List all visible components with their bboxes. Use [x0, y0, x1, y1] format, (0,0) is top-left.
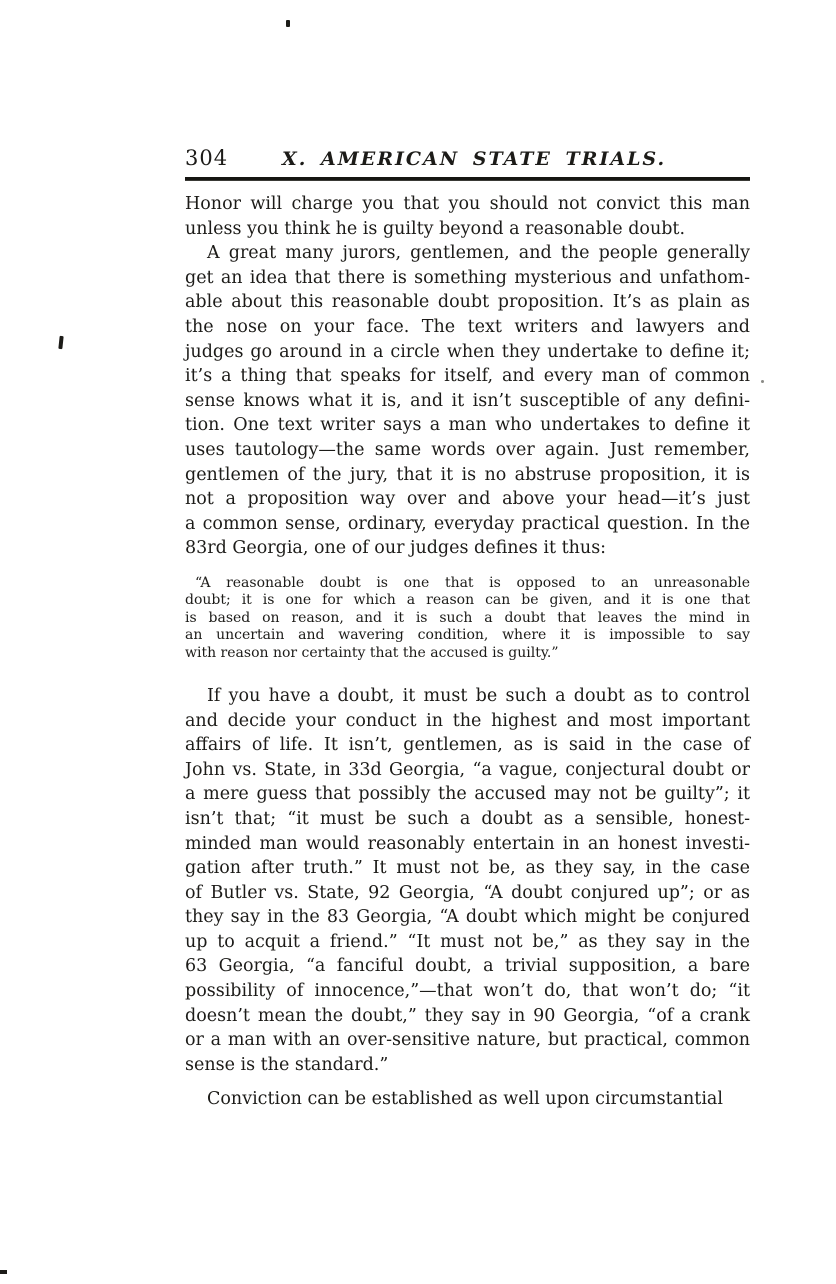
text-line: a common sense, ordinary, everyday practical question. In the: [185, 513, 750, 534]
text-line: of Butler vs. State, 92 Georgia, “A doubt conjured up”; or as: [185, 882, 750, 903]
text-line: with reason nor certainty that the accused is guilty.”: [185, 644, 559, 661]
text-line: sense knows what it is, and it isn’t susceptible of any defini-: [185, 390, 750, 411]
text-line: Honor will charge you that you should not convict this man: [185, 194, 750, 214]
ink-mark-left-margin: [58, 336, 63, 349]
text-line: gentlemen of the jury, that it is no abstruse proposition, it is: [185, 464, 750, 485]
paragraph-4: [185, 684, 750, 1078]
text-line: minded man would reasonably entertain in an honest investi-: [185, 833, 750, 854]
text-line: the nose on your face. The text writers and lawyers and: [185, 316, 750, 337]
header-rule: [185, 177, 750, 181]
running-title: X. AMERICAN STATE TRIALS.: [282, 148, 667, 170]
text-line: is based on reason, and it is such a doubt that leaves the mind in: [185, 609, 750, 626]
text-line: doubt; it is one for which a reason can be given, and it is one that: [185, 592, 750, 609]
text-line: up to acquit a friend.” “It must not be,” as they say in the: [185, 931, 750, 952]
text-line: or a man with an over-sensitive nature, but practical, common: [185, 1030, 750, 1051]
text-line: unless you think he is guilty beyond a reasonable doubt.: [185, 218, 686, 239]
text-line: it’s a thing that speaks for itself, and every man of common: [185, 366, 750, 387]
text-line: and decide your conduct in the highest and most important: [185, 710, 750, 731]
text-line: uses tautology—the same words over again. Just remember,: [185, 439, 750, 460]
text-line: able about this reasonable doubt proposition. It’s as plain as: [185, 292, 750, 313]
text-line: gation after truth.” It must not be, as they say, in the case: [185, 858, 750, 879]
ink-dash-bottom-edge: [0, 1270, 7, 1274]
text-line: they say in the 83 Georgia, “A doubt which might be conjured: [185, 907, 750, 928]
text-line: Conviction can be established as well upon circumstantial: [207, 1089, 723, 1110]
page-number: 304: [185, 146, 229, 170]
text-column: [185, 192, 750, 1112]
text-line: a mere guess that possibly the accused may not be guilty”; it: [185, 784, 750, 805]
text-line: sense is the standard.”: [185, 1054, 389, 1075]
text-line: not a proposition way over and above your head—it’s just: [185, 489, 750, 510]
text-line: 83rd Georgia, one of our judges defines it thus:: [185, 538, 607, 559]
text-line: A great many jurors, gentlemen, and the people generally: [207, 243, 750, 264]
text-line: doesn’t mean the doubt,” they say in 90 Georgia, “of a crank: [185, 1005, 750, 1026]
running-header: [185, 146, 750, 170]
ink-dot-right-margin: [761, 380, 764, 383]
page-content: [185, 146, 750, 1112]
text-line: If you have a doubt, it must be such a doubt as to control: [207, 685, 750, 706]
paragraph-1: [185, 192, 750, 241]
paragraph-2: [185, 241, 750, 561]
text-line: judges go around in a circle when they undertake to define it;: [185, 341, 750, 362]
text-line: affairs of life. It isn’t, gentlemen, as is said in the case of: [185, 735, 750, 756]
paragraph-5: [185, 1087, 750, 1112]
text-line: 63 Georgia, “a fanciful doubt, a trivial supposition, a bare: [185, 956, 750, 977]
paragraph-3: [185, 575, 750, 662]
text-line: get an idea that there is something mysterious and unfathom-: [185, 267, 750, 288]
text-line: John vs. State, in 33d Georgia, “a vague, conjectural doubt or: [185, 759, 750, 780]
text-line: “A reasonable doubt is one that is opposed to an unreasonable: [195, 574, 750, 591]
text-line: isn’t that; “it must be such a doubt as a sensible, honest-: [185, 808, 750, 829]
text-line: an uncertain and wavering condition, where it is impossible to say: [185, 627, 750, 644]
text-line: possibility of innocence,”—that won’t do, that won’t do; “it: [185, 981, 750, 1002]
ink-speck-top: [286, 20, 290, 27]
text-line: tion. One text writer says a man who undertakes to define it: [185, 415, 750, 436]
